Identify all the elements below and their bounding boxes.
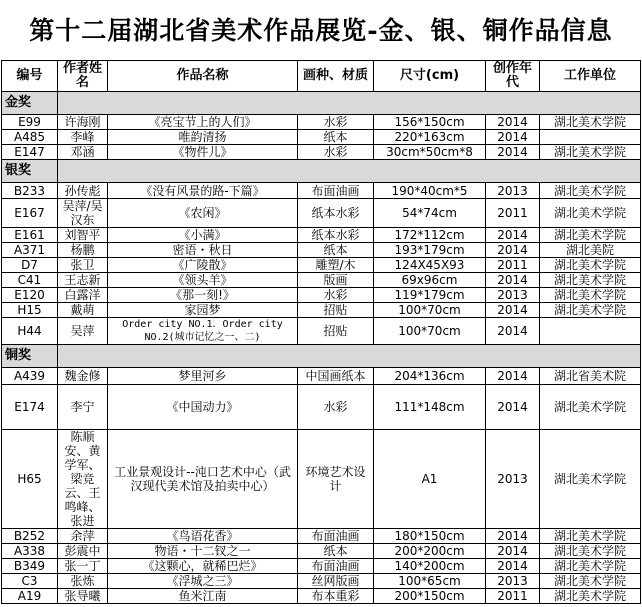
cell-work: 《没有风景的路-下篇》: [108, 183, 298, 199]
header-medium: 画种、材质: [298, 61, 374, 92]
cell-unit: 湖北美院: [540, 243, 641, 258]
cell-year: 2014: [486, 243, 540, 258]
table-row: [2, 273, 641, 288]
cell-unit: 湖北美术学院: [540, 115, 641, 130]
cell-author: 吴萍/吴汉东: [58, 199, 108, 228]
cell-medium: 水彩: [298, 145, 374, 160]
cell-unit: 湖北美术学院: [540, 544, 641, 559]
table-row: [2, 228, 641, 243]
cell-year: 2013: [486, 288, 540, 303]
cell-size: A1: [374, 430, 486, 529]
table-row: [2, 288, 641, 303]
table-row: [2, 574, 641, 589]
cell-id: A371: [2, 243, 58, 258]
cell-unit: 湖北美术学院: [540, 559, 641, 574]
cell-author: 陈顺安、黄学军、梁竞云、王鸣峰、张进: [58, 430, 108, 529]
cell-work: 《这颗心，就稀巴烂》: [108, 559, 298, 574]
cell-size: 200*150cm: [374, 589, 486, 604]
cell-work: 梦里河乡: [108, 368, 298, 385]
table-row: [2, 130, 641, 145]
cell-medium: 纸本水彩: [298, 199, 374, 228]
table-row: [2, 589, 641, 604]
cell-unit: 湖北省美术院: [540, 368, 641, 385]
cell-size: 30cm*50cm*8: [374, 145, 486, 160]
header-size: 尺寸(cm): [374, 61, 486, 92]
table-row: [2, 368, 641, 385]
awards-table: [1, 60, 641, 604]
cell-author: 刘智平: [58, 228, 108, 243]
cell-author: 吴萍: [58, 318, 108, 345]
cell-author: 张卫: [58, 258, 108, 273]
cell-id: C3: [2, 574, 58, 589]
cell-size: 156*150cm: [374, 115, 486, 130]
cell-medium: 中国画纸本: [298, 368, 374, 385]
section-filler: [58, 160, 641, 183]
cell-unit: 湖北美术学院: [540, 228, 641, 243]
table-row: [2, 115, 641, 130]
cell-medium: 水彩: [298, 288, 374, 303]
cell-id: E161: [2, 228, 58, 243]
cell-id: H15: [2, 303, 58, 318]
cell-work: 《农闲》: [108, 199, 298, 228]
cell-id: E120: [2, 288, 58, 303]
cell-work: 《亮宝节上的人们》: [108, 115, 298, 130]
section-row: [2, 345, 641, 368]
cell-work: 工业景观设计--沌口艺术中心（武汉现代美术馆及拍卖中心）: [108, 430, 298, 529]
table-row: [2, 544, 641, 559]
table-row: [2, 199, 641, 228]
cell-id: A439: [2, 368, 58, 385]
cell-unit: 湖北美术学院: [540, 258, 641, 273]
cell-size: 100*70cm: [374, 303, 486, 318]
cell-author: 许海刚: [58, 115, 108, 130]
cell-size: 140*200cm: [374, 559, 486, 574]
cell-year: 2014: [486, 273, 540, 288]
cell-author: 王志新: [58, 273, 108, 288]
cell-work: 《领头羊》: [108, 273, 298, 288]
cell-author: 魏金修: [58, 368, 108, 385]
cell-id: D7: [2, 258, 58, 273]
cell-unit: 湖北美术学院: [540, 199, 641, 228]
cell-medium: 布面油画: [298, 529, 374, 544]
cell-year: 2014: [486, 529, 540, 544]
cell-medium: 纸本: [298, 130, 374, 145]
header-row: [2, 61, 641, 92]
table-row: [2, 430, 641, 529]
cell-medium: 环境艺术设计: [298, 430, 374, 529]
cell-size: 193*179cm: [374, 243, 486, 258]
cell-unit: 湖北美术学院: [540, 385, 641, 430]
cell-id: B252: [2, 529, 58, 544]
cell-unit: 湖北美术学院: [540, 145, 641, 160]
cell-id: E174: [2, 385, 58, 430]
table-row: [2, 559, 641, 574]
cell-size: 100*65cm: [374, 574, 486, 589]
cell-author: 余萍: [58, 529, 108, 544]
cell-medium: 布面油画: [298, 183, 374, 199]
cell-work: 家园梦: [108, 303, 298, 318]
section-row: [2, 160, 641, 183]
cell-work: Order city NO.1．Order city NO.2(城市记忆之一、二): [108, 318, 298, 345]
cell-work: 密语・秋日: [108, 243, 298, 258]
cell-id: A338: [2, 544, 58, 559]
cell-size: 119*179cm: [374, 288, 486, 303]
cell-medium: 招贴: [298, 303, 374, 318]
cell-work: 《鸟语花香》: [108, 529, 298, 544]
cell-year: 2013: [486, 183, 540, 199]
table-row: [2, 318, 641, 345]
cell-id: H65: [2, 430, 58, 529]
cell-size: 111*148cm: [374, 385, 486, 430]
cell-year: 2014: [486, 544, 540, 559]
cell-author: 张一丁: [58, 559, 108, 574]
cell-work: 《广陵散》: [108, 258, 298, 273]
cell-medium: 水彩: [298, 115, 374, 130]
cell-medium: 招贴: [298, 318, 374, 345]
cell-author: 李峰: [58, 130, 108, 145]
cell-size: 220*163cm: [374, 130, 486, 145]
cell-work: 唯韵清扬: [108, 130, 298, 145]
cell-size: 190*40cm*5: [374, 183, 486, 199]
table-row: [2, 385, 641, 430]
cell-year: 2011: [486, 199, 540, 228]
cell-year: 2011: [486, 258, 540, 273]
cell-size: 124X45X93: [374, 258, 486, 273]
cell-id: E147: [2, 145, 58, 160]
cell-id: B233: [2, 183, 58, 199]
table-row: [2, 145, 641, 160]
cell-medium: 雕塑/木: [298, 258, 374, 273]
cell-year: 2014: [486, 385, 540, 430]
header-work: 作品名称: [108, 61, 298, 92]
cell-size: 180*150cm: [374, 529, 486, 544]
page-title: 第十二届湖北省美术作品展览-金、银、铜作品信息: [29, 16, 613, 45]
table-row: [2, 183, 641, 199]
cell-unit: 湖北美术学院: [540, 430, 641, 529]
header-year: 创作年代: [486, 61, 540, 92]
header-id: 编号: [2, 61, 58, 92]
cell-medium: 版画: [298, 273, 374, 288]
cell-year: 2014: [486, 303, 540, 318]
cell-unit: 湖北美术学院: [540, 303, 641, 318]
cell-id: C41: [2, 273, 58, 288]
cell-medium: 丝网版画: [298, 574, 374, 589]
cell-id: E99: [2, 115, 58, 130]
cell-id: A19: [2, 589, 58, 604]
cell-work: 鱼米江南: [108, 589, 298, 604]
cell-work: 《小满》: [108, 228, 298, 243]
cell-medium: 布本重彩: [298, 589, 374, 604]
cell-unit: 湖北美术学院: [540, 183, 641, 199]
cell-id: H44: [2, 318, 58, 345]
section-row: [2, 92, 641, 115]
table-row: [2, 258, 641, 273]
cell-author: 张导曦: [58, 589, 108, 604]
cell-year: 2014: [486, 115, 540, 130]
cell-work: 《物件儿》: [108, 145, 298, 160]
cell-year: 2014: [486, 145, 540, 160]
cell-author: 张炼: [58, 574, 108, 589]
cell-author: 李宁: [58, 385, 108, 430]
cell-medium: 水彩: [298, 385, 374, 430]
header-unit: 工作单位: [540, 61, 641, 92]
cell-size: 200*200cm: [374, 544, 486, 559]
cell-author: 邓涵: [58, 145, 108, 160]
cell-unit: 湖北美术学院: [540, 589, 641, 604]
cell-author: 戴萌: [58, 303, 108, 318]
section-label: 银奖: [2, 160, 58, 183]
table-row: [2, 529, 641, 544]
cell-year: 2014: [486, 228, 540, 243]
section-label: 金奖: [2, 92, 58, 115]
cell-work: 《那一刻!》: [108, 288, 298, 303]
cell-year: 2011: [486, 589, 540, 604]
cell-id: B349: [2, 559, 58, 574]
table-row: [2, 303, 641, 318]
cell-unit: 湖北美术学院: [540, 273, 641, 288]
cell-size: 54*74cm: [374, 199, 486, 228]
cell-work: 《中国动力》: [108, 385, 298, 430]
cell-author: 白露洋: [58, 288, 108, 303]
section-label: 铜奖: [2, 345, 58, 368]
section-filler: [58, 92, 641, 115]
cell-size: 69x96cm: [374, 273, 486, 288]
cell-unit: [540, 318, 641, 345]
cell-id: E167: [2, 199, 58, 228]
cell-id: A485: [2, 130, 58, 145]
cell-medium: 纸本: [298, 243, 374, 258]
cell-medium: 纸本水彩: [298, 228, 374, 243]
cell-year: 2014: [486, 559, 540, 574]
cell-unit: 湖北美术学院: [540, 529, 641, 544]
cell-author: 杨鹏: [58, 243, 108, 258]
cell-size: 100*70cm: [374, 318, 486, 345]
cell-work: 《浮城之三》: [108, 574, 298, 589]
cell-unit: 湖北美术学院: [540, 288, 641, 303]
cell-year: 2013: [486, 574, 540, 589]
cell-year: 2013: [486, 430, 540, 529]
cell-unit: [540, 130, 641, 145]
cell-medium: 纸本: [298, 544, 374, 559]
header-author: 作者姓名: [58, 61, 108, 92]
section-filler: [58, 345, 641, 368]
cell-unit: 湖北美术学院: [540, 574, 641, 589]
cell-work: 物语・十二钗之一: [108, 544, 298, 559]
table-row: [2, 243, 641, 258]
cell-year: 2014: [486, 130, 540, 145]
cell-year: 2014: [486, 318, 540, 345]
cell-medium: 布面油画: [298, 559, 374, 574]
cell-year: 2014: [486, 368, 540, 385]
cell-author: 孙传彪: [58, 183, 108, 199]
cell-author: 彭震中: [58, 544, 108, 559]
cell-size: 172*112cm: [374, 228, 486, 243]
cell-size: 204*136cm: [374, 368, 486, 385]
